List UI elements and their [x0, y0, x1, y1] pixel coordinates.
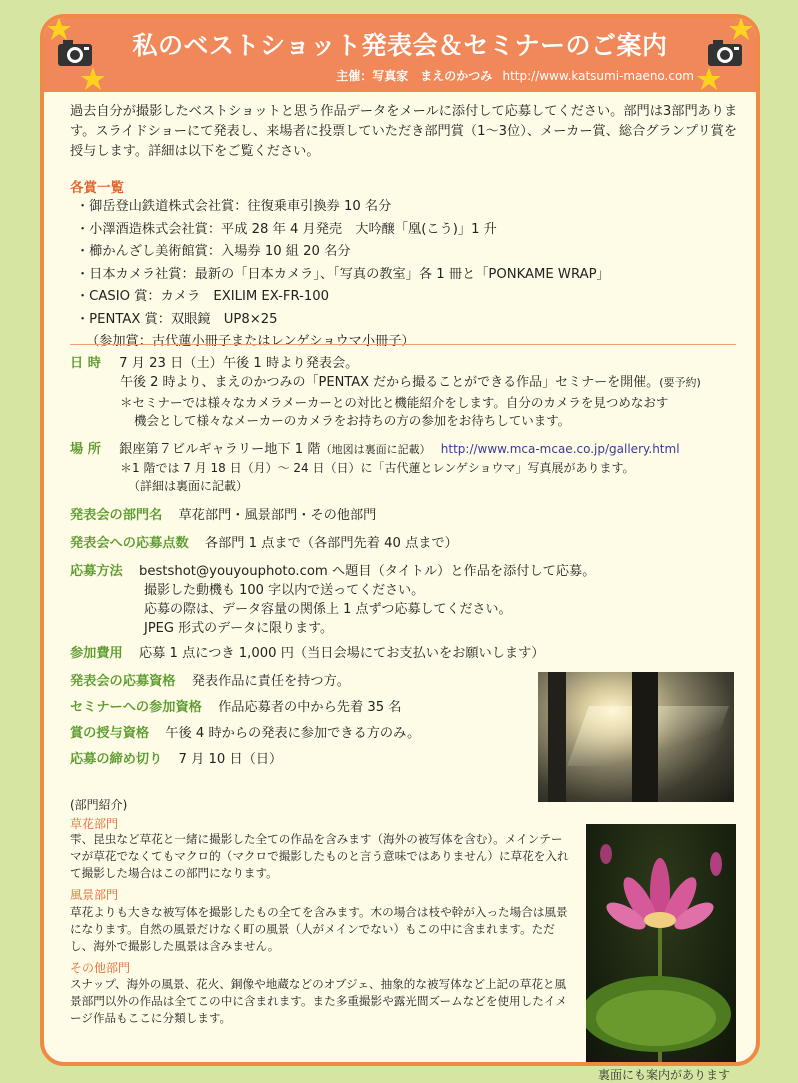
method-line2: 撮影した動機も 100 字以内で送ってください。 [144, 583, 425, 598]
method-row [70, 562, 595, 581]
method-line1: bestshot@youyouphoto.com へ題目（タイトル）と作品を添付して応募。 [138, 564, 596, 579]
other-text: スナップ、海外の風景、花火、銅像や地蔵などのオブジェ、抽象的な被写体など上記の草花と風景部門以外の作品は全てこの中に含まれます。また多重撮影や露光間ズームなどを使用したイメージ作品もここに分類します。 [70, 977, 567, 1025]
award-item: ・御岳登山鉄道株式会社賞：往復乗車引換券 10 名分 [76, 199, 392, 214]
title-banner [44, 18, 756, 92]
awards-heading: 各賞一覧 [70, 180, 124, 196]
flyer-card [40, 14, 760, 1066]
venue-map-note: （地図は裏面に記載） [320, 443, 431, 456]
qualification-value: 発表作品に責任を持つ方。 [191, 674, 350, 689]
organizer-url[interactable]: http://www.katsumi-maeno.com [502, 69, 694, 83]
flower-heading: 草花部門 [70, 817, 119, 831]
lotus-photo [586, 824, 736, 1062]
entry-count-row [70, 534, 458, 553]
award-item: ・櫛かんざし美術館賞：入場券 10 組 20 名分 [76, 244, 351, 259]
date-line2-row [120, 374, 701, 391]
venue-url[interactable]: http://www.mca-mcae.co.jp/gallery.html [440, 442, 680, 456]
award-qual-label: 賞の授与資格 [70, 726, 150, 741]
categories-value: 草花部門・風景部門・その他部門 [178, 508, 377, 523]
fee-value: 応募 1 点につき 1,000 円（当日会場にてお支払いをお願いします） [138, 646, 545, 661]
award-item: ・CASIO 賞：カメラ EXILIM EX-FR-100 [76, 289, 330, 304]
date-line2-note: (要予約) [659, 376, 701, 389]
categories-label: 発表会の部門名 [70, 508, 163, 523]
page-title: 私のベストショット発表会＆セミナーのご案内 [132, 31, 668, 60]
method-label: 応募方法 [70, 564, 123, 579]
categories-row [70, 506, 376, 525]
qualification-label: 発表会の応募資格 [70, 674, 176, 689]
flower-text: 雫、昆虫など草花と一緒に撮影した全ての作品を含みます（海外の被写体を含む）。メインテーマが草花でなくてもマクロ的（マクロで撮影したものと言う意味ではありません）に草花を入れて撮影した場合はこの部門になります。 [70, 832, 569, 880]
seminar-label: セミナーへの参加資格 [70, 700, 202, 715]
method-line3: 応募の際は、データ容量の関係上 1 点ずつ応募してください。 [144, 602, 512, 617]
date-row [70, 354, 358, 373]
venue-note1: ＊1 階では 7 月 18 日（月）～ 24 日（日）に「古代蓮とレンゲショウマ」写真展があります。 [120, 461, 635, 475]
organizer-line [336, 67, 694, 84]
seminar-value: 作品応募者の中から先着 35 名 [218, 700, 402, 715]
intro-text: 過去自分が撮影したベストショットと思う作品データをメールに添付して応募してください。部門は3部門あります。スライドショーにて発表し、来場者に投票していただき部門賞（1～3位）、メーカー賞、総合グランプリ賞を授与します。詳細は以下をご覧ください。 [70, 104, 738, 159]
deadline-value: 7 月 10 日（日） [178, 752, 283, 767]
date-line2: 午後 2 時より、まえのかつみの「PENTAX だから撮ることができる作品」セミナーを開催。 [120, 375, 660, 390]
landscape-heading: 風景部門 [70, 888, 119, 902]
landscape-text: 草花よりも大きな被写体を撮影したもの全てを含みます。木の場合は枝や幹が入った場合は風景になります。自然の風景だけなく町の風景（人がメインでない）もこの中に含まれます。ただし、海外で撮影した風景は含みません。 [70, 905, 568, 953]
venue-name: 銀座第７ビルギャラリー地下 1 階 [119, 442, 321, 457]
star-icon [80, 66, 106, 92]
date-line1: 7 月 23 日（土）午後 1 時より発表会。 [119, 356, 359, 371]
award-item: （参加賞：古代蓮小冊子またはレンゲショウマ小冊子） [86, 334, 415, 349]
date-label: 日 時 [70, 356, 101, 371]
deadline-row [70, 750, 282, 769]
lotus-illustration [586, 824, 736, 1062]
entry-count-value: 各部門 1 点まで（各部門先着 40 点まで） [204, 536, 458, 551]
award-item: ・PENTAX 賞：双眼鏡 UP8×25 [76, 311, 278, 327]
other-heading: その他部門 [70, 961, 131, 975]
divider [70, 344, 736, 345]
award-item: ・日本カメラ社賞：最新の「日本カメラ」、「写真の教室」各 1 冊と「PONKAME WRAP」 [76, 266, 610, 282]
date-note2: 機会として様々なメーカーのカメラをお持ちの方の参加をお待ちしています。 [134, 413, 571, 428]
award-qual-value: 午後 4 時からの発表に参加できる方のみ。 [165, 726, 421, 741]
entry-count-label: 発表会への応募点数 [70, 536, 189, 551]
organizer: 主催：写真家 まえのかつみ [336, 69, 493, 83]
award-item: ・小澤酒造株式会社賞：平成 28 年 4 月発売 大吟醸「凰(こう)」1 升 [76, 221, 497, 237]
fee-row [70, 644, 544, 663]
qualification-row [70, 672, 350, 691]
sections-title: (部門紹介) [70, 798, 128, 812]
date-note1: ＊セミナーでは様々なカメラメーカーとの対比と機能紹介をします。自分のカメラを見つめなおす [120, 395, 669, 410]
method-line4: JPEG 形式のデータに限ります。 [144, 621, 334, 636]
venue-note2: （詳細は裏面に記載） [128, 479, 249, 493]
venue-row [70, 440, 680, 459]
star-icon [696, 66, 722, 92]
fee-label: 参加費用 [70, 646, 123, 661]
awards-list [76, 196, 610, 354]
footer-note: 裏面にも案内があります [598, 1068, 731, 1082]
venue-label: 場 所 [70, 442, 101, 457]
deadline-label: 応募の締め切り [70, 752, 163, 767]
award-qual-row [70, 724, 420, 743]
forest-photo [538, 672, 734, 802]
seminar-row [70, 698, 402, 717]
